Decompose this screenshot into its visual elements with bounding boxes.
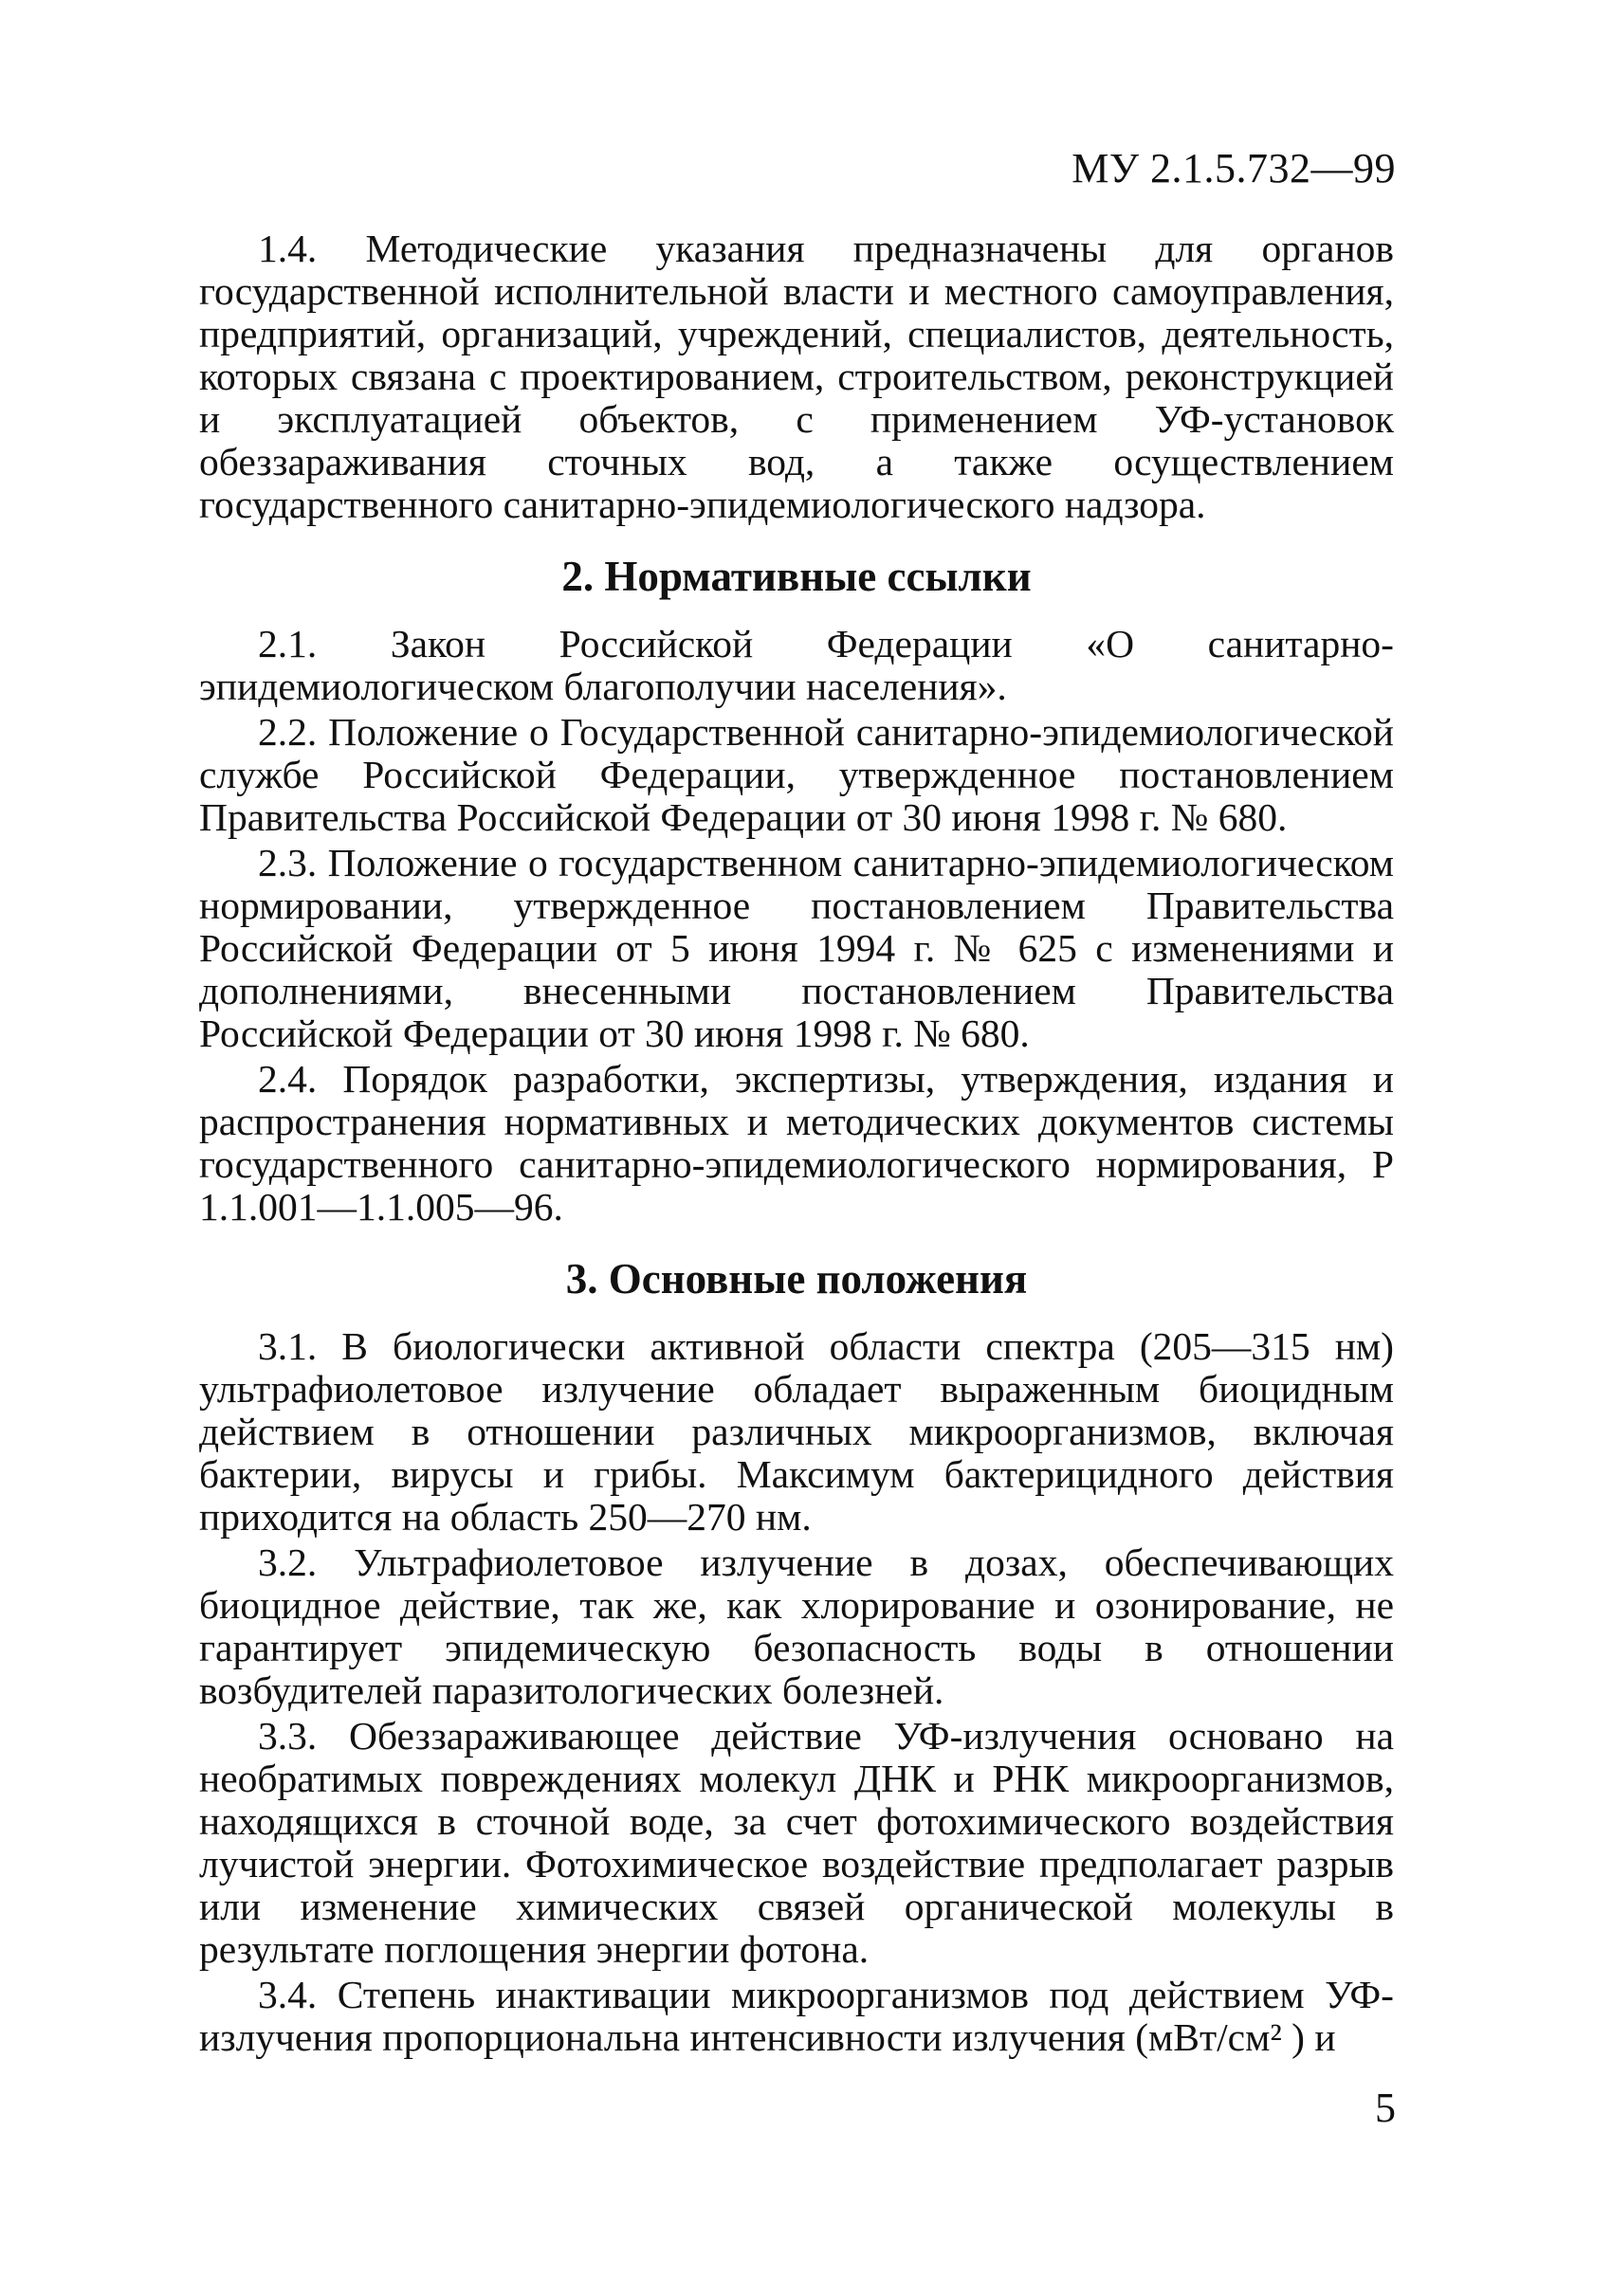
paragraph-3-4: 3.4. Степень инактивации микроорганизмов под действием УФ-излучения пропорциональна интенсивности излучения (мВт/см² ) и (199, 1973, 1394, 2059)
page-number: 5 (1375, 2085, 1396, 2131)
page-body (199, 228, 1394, 2062)
paragraph-1-4: 1.4. Методические указания предназначены для органов государственной исполнительной власти и местного самоуправления, предприятий, организаций, учреждений, специалистов, деятельность, которых связана с проектированием, строительством, реконструкцией и эксплуатацией объектов, с применением УФ-установок обеззараживания сточных вод, а также осуществлением государственного санитарно-эпидемиологического надзора. (199, 227, 1394, 526)
section-heading-normative-references: 2. Нормативные ссылки (561, 553, 1032, 600)
paragraph-2-4: 2.4. Порядок разработки, экспертизы, утверждения, издания и распространения нормативных и методических документов системы государственного санитарно-эпидемиологического нормирования, Р 1.1.001—1.1.005—96. (199, 1057, 1394, 1229)
section-heading-main-provisions: 3. Основные положения (565, 1255, 1028, 1303)
paragraph-2-2: 2.2. Положение о Государственной санитарно-эпидемиологической службе Российской Федерации, утвержденное постановлением Правительства Российской Федерации от 30 июня 1998 г. № 680. (199, 710, 1394, 839)
document-code: МУ 2.1.5.732—99 (1072, 145, 1396, 191)
paragraph-3-3: 3.3. Обеззараживающее действие УФ-излучения основано на необратимых повреждениях молекул ДНК и РНК микроорганизмов, находящихся в сточной воде, за счет фотохимического воздействия лучистой энергии. Фотохимическое воздействие предполагает разрыв или изменение химических связей органической молекулы в результате поглощения энергии фотона. (199, 1714, 1394, 1971)
paragraph-2-3: 2.3. Положение о государственном санитарно-эпидемиологическом нормировании, утвержденное постановлением Правительства Российской Федерации от 5 июня 1994 г. № 625 с изменениями и дополнениями, внесенными постановлением Правительства Российской Федерации от 30 июня 1998 г. № 680. (199, 841, 1394, 1055)
paragraph-3-1: 3.1. В биологически активной области спектра (205—315 нм) ультрафиолетовое излучение обладает выраженным биоцидным действием в отношении различных микроорганизмов, включая бактерии, вирусы и грибы. Максимум бактерицидного действия приходится на область 250—270 нм. (199, 1324, 1394, 1539)
paragraph-2-1: 2.1. Закон Российской Федерации «О санитарно-эпидемиологическом благополучии населения». (199, 622, 1394, 708)
paragraph-3-2: 3.2. Ультрафиолетовое излучение в дозах, обеспечивающих биоцидное действие, так же, как хлорирование и озонирование, не гарантирует эпидемическую безопасность воды в отношении возбудителей паразитологических болезней. (199, 1540, 1394, 1712)
